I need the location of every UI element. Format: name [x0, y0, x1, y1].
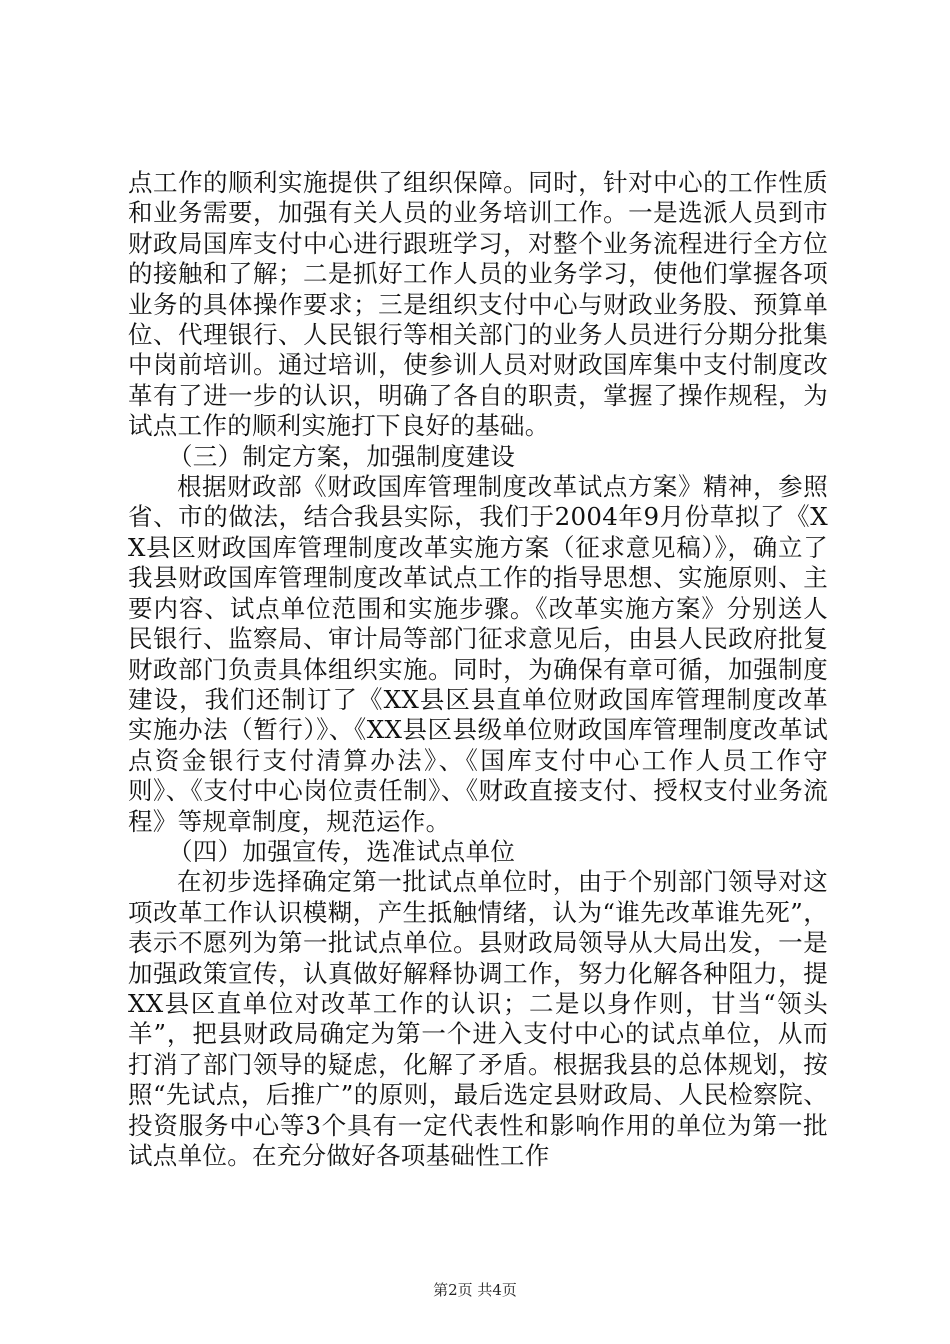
- paragraph-1: 点工作的顺利实施提供了组织保障。同时，针对中心的工作性质和业务需要，加强有关人员的业务培训工作。一是选派人员到市财政局国库支付中心进行跟班学习，对整个业务流程进行全方位的接触和了解；二是抓好工作人员的业务学习，使他们掌握各项业务的具体操作要求；三是组织支付中心与财政业务股、预算单位、代理银行、人民银行等相关部门的业务人员进行分期分批集中岗前培训。通过培训，使参训人员对财政国库集中支付制度改革有了进一步的认识，明确了各自的职责，掌握了操作规程，为试点工作的顺利实施打下良好的基础。: [128, 168, 828, 441]
- paragraph-2: 根据财政部《财政国库管理制度改革试点方案》精神，参照省、市的做法，结合我县实际，我们于2004年9月份草拟了《XX县区财政国库管理制度改革实施方案（征求意见稿）》，确立了我县财政国库管理制度改革试点工作的指导思想、实施原则、主要内容、试点单位范围和实施步骤。《改革实施方案》分别送人民银行、监察局、审计局等部门征求意见后，由县人民政府批复财政部门负责具体组织实施。同时，为确保有章可循，加强制度建设，我们还制订了《XX县区县直单位财政国库管理制度改革实施办法（暂行）》、《XX县区县级单位财政国库管理制度改革试点资金银行支付清算办法》、《国库支付中心工作人员工作守则》、《支付中心岗位责任制》、《财政直接支付、授权支付业务流程》等规章制度，规范运作。: [128, 472, 828, 836]
- section-heading-3: （三）制定方案，加强制度建设: [168, 441, 516, 471]
- section-heading-4: （四）加强宣传，选准试点单位: [168, 836, 516, 866]
- paragraph-3: 在初步选择确定第一批试点单位时，由于个别部门领导对这项改革工作认识模糊，产生抵触情绪，认为“谁先改革谁先死”，表示不愿列为第一批试点单位。县财政局领导从大局出发，一是加强政策宣传，认真做好解释协调工作，努力化解各种阻力，提XX县区直单位对改革工作的认识；二是以身作则，甘当“领头羊”，把县财政局确定为第一个进入支付中心的试点单位，从而打消了部门领导的疑虑，化解了矛盾。根据我县的总体规划，按照“先试点，后推广”的原则，最后选定县财政局、人民检察院、投资服务中心等3个具有一定代表性和影响作用的单位为第一批试点单位。在充分做好各项基础性工作: [128, 867, 829, 1170]
- page-footer: 第2页 共4页: [433, 1281, 517, 1299]
- document-body: [128, 168, 828, 1171]
